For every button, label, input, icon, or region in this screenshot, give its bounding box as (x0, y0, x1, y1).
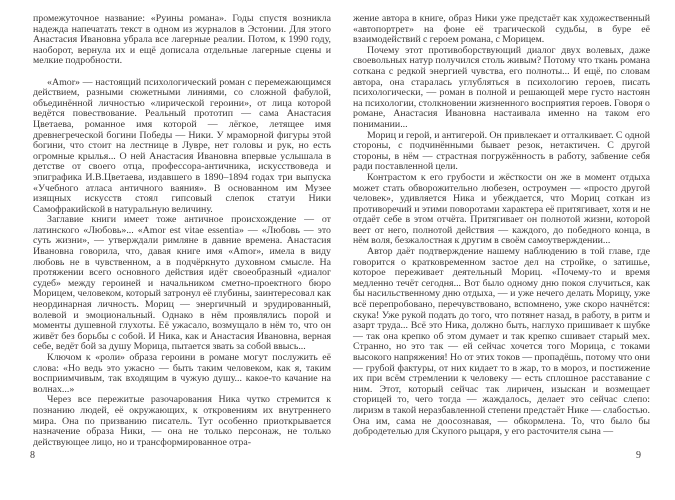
paragraph: Автор даёт подтверждение нашему наблюдению в той главе, где говорится о кратковременном застое дел на стройке, о затишье, которое переживает деятельный Мориц. «Почему-то и время медленно течёт сегодня... Вот было одному дню покоя случиться, как бы насильственному дню отдыха, — и уже нечего делать Морицу, уже всё перепробовано, перечувствовано, вспомнено, уже скоро начнётся: скука! Уже рукой подать до того, что потянет назад, в работу, в ритм и азарт труда... Всё это Ника, должно быть, наглухо пришивает к шубке — так она крепко об этом думает и так крепко сшивает старый мех. Странно, но это так — ей сейчас хочется того Морица, с токами высокого напряжения! Но от этих токов — пропадёшь, потому что они — грубой фактуры, от них кидает то в жар, то в мороз, и постижение их при всём стремлении к человеку — есть сплошное расставание с ним. Этот, который сейчас так лиричен, изыскан и возмещает сторицей то, чего тогда — жаждалось, делает это сейчас слепо: лиризм в такой неразбавленной степени предстаёт Нике — слабостью. Она им, сама не доосознавая, — обкормлена. То, что было бы добродетелью для Скупого рыцаря, у его расточителя сына — (353, 246, 650, 438)
page-right-text-column (353, 14, 650, 438)
paragraph: Заглавие книги имеет тоже античное происхождение — от латинского «Любовь»... «Amor est vitae essentia» — «Любовь — это суть жизни», — утверждали римляне в давние времена. Анастасия Ивановна говорила, что, давая книге имя «Amor», имела в виду любовь не в чувственном, а в подчёркнуто духовном смысле. На протяжении всего основного действия идёт своеобразный «диалог судеб» между героиней и начальником сметно-проектного бюро Морицем, человеком, который затронул её глубины, заинтересовал как неординарная личность. Мориц — энергичный и эрудированный, волевой и эмоциональный. Однако в нём проявлялись порой и моменты душевной глухоты. Её ужасало, возмущало в нём то, что он живёт без борьбы с собой. И Ника, как и Анастасия Ивановна, верная себе, ведёт бой за душу Морица, пытается звать за собой ввысь... (33, 214, 331, 353)
paragraph: Ключом к «роли» образа героини в романе могут послужить её слова: «Но ведь это ужасно — быть таким человеком, как я, таким восприимчивым, так входящим в чужую душу... какое-то качание на волнах...» (33, 352, 331, 395)
paragraph: Мориц и герой, и антигерой. Он привлекает и отталкивает. С одной стороны, с подчинёнными бывает резок, нетактичен. С другой стороны, в нём — страстная погружённость в работу, забвение себя ради поставленной цели. (353, 129, 650, 173)
page-left-text-column (33, 14, 331, 448)
paragraph: «Amor» — настоящий психологический роман с перемежающимся действием, разными сюжетными линиями, со сложной фабулой, объединённой личностью «лирической героини», от лица которой ведётся повествование. Реальный прототип — сама Анастасия Цветаева, романное имя которой — лёгкое, летящее имя древнегреческой богини Победы — Ники. У мраморной фигуры этой богини, что стоит на лестнице в Лувре, нет головы и рук, но есть огромные крылья... О ней Анастасия Ивановна впервые услышала в детстве от своего отца, профессора-античника, искусствоведа и эпиграфика И.В.Цветаева, издавшего в 1890–1894 годах три выпуска «Учебного атласа античного ваяния». В основанном им Музее изящных искусств стоял гипсовый слепок статуи Ники Самофракийской в натуральную величину. (33, 76, 331, 215)
paragraph: Почему этот противоборствующий диалог двух волевых, даже своевольных натур получился столь живым? Потому что ткань романа соткана с редкой энергией чувства, его полноты... И ещё, по словам автора, она старалась углубляться в психологию героев, писать психологически, — роман в полной и решающей мере густо настоян на психологии, столкновении жизненного восприятия героев. Говоря о романе, Анастасия Ивановна настаивала именно на таком его понимании... (353, 44, 650, 130)
paragraph: жение автора в книге, образ Ники уже предстаёт как художественный «автопортрет» на фоне её трагической судьбы, в буре её взаимодействий с героем романа, с Морицем. (353, 13, 650, 46)
paragraph: промежуточное название: «Руины романа». Годы спустя возникла надежда напечатать текст в одном из журналов в Эстонии. Для этого Анастасия Ивановна убрала все лагерные реалии. Потом, к 1990 году, наоборот, вернула их и ещё дописала отдельные лагерные сцены и мелкие подробности. (33, 13, 331, 67)
paragraph: Контрастом к его грубости и жёсткости он же в момент отдыха может стать обворожительно любезен, остроумен — «просто другой человек», удивляется Ника и убеждается, что Мориц соткан из противоречий и этими поворотами характера её притягивает, хотя и не отдаёт себе в этом отчёта. Притягивает он полнотой жизни, которой веет от него, полнотой действия — каждого, до победного конца, в нём воля, безжалостная к другим в своём самоутверждении... (353, 171, 650, 247)
page-number-left: 8 (30, 450, 35, 461)
paragraph: Через все пережитые разочарования Ника чутко стремится к познанию людей, её окружающих, к откровениям их внутреннего мира. Она по призванию писатель. Тут особенно приоткрывается назначение образа Ники, — она не только персонаж, не только действующее лицо, но и трансформированное отра- (33, 394, 331, 448)
page-number-right: 9 (636, 450, 641, 461)
